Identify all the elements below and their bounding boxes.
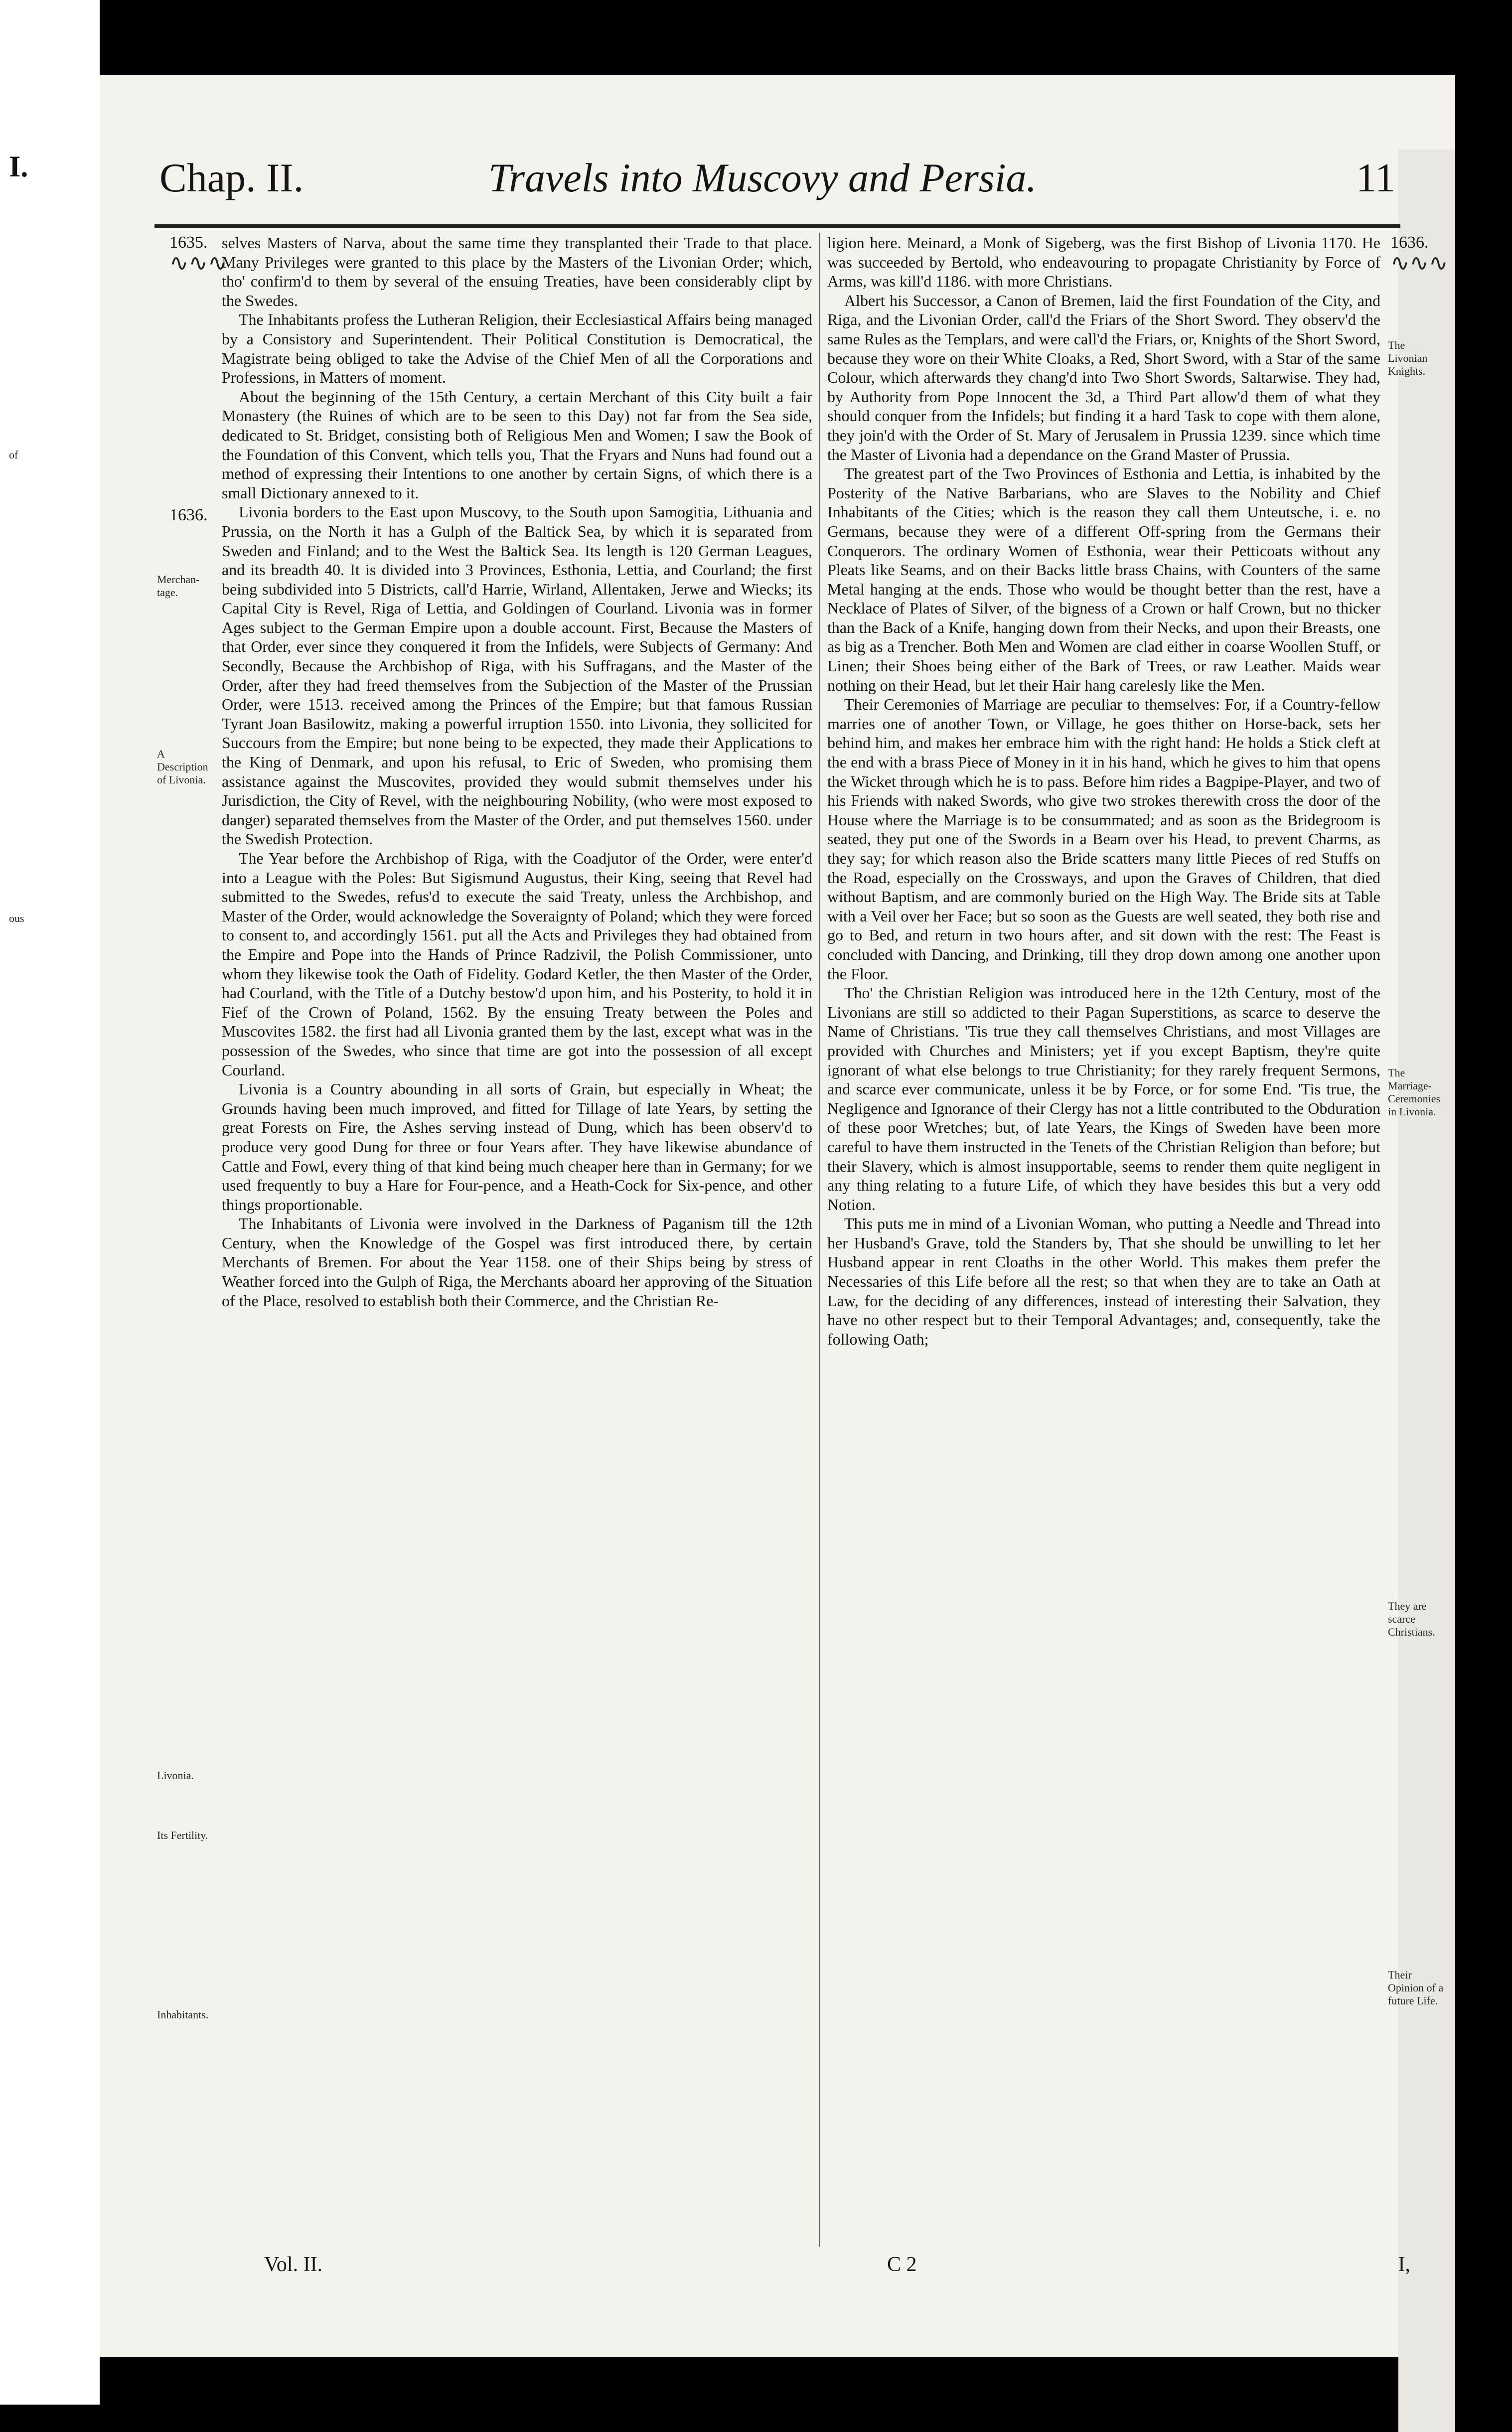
paragraph: selves Masters of Narva, about the same time they transplanted their Trade to that place. Many Privileges were granted to this place by the Masters of the Livonian Order; which, tho' confirm'd to them by several of the ensuing Treaties, have been considerably clipt by the Swedes.: [222, 234, 812, 309]
chapter-label: Chap. II.: [159, 155, 304, 200]
margin-note: Merchan- tage.: [157, 573, 200, 599]
paragraph: Livonia is a Country abounding in all sorts of Grain, but especially in Wheat; the Grounds having been much improved, and fitted for Tillage of late Years, by setting the great Forests on Fire, the Ashes serving instead of Dung, which has been observ'd to produce very good Dung for three or four Years after. They have likewise abundance of Cattle and Fowl, every thing of that kind being much cheaper here than in Germany; for we used frequently to buy a Hare for Four-pence, and a Heath-Cock for Six-pence, and other things proportionable.: [222, 1080, 812, 1214]
header-rule: [154, 224, 1400, 228]
margin-note: Its Fertility.: [157, 1829, 208, 1841]
running-header: [159, 154, 1395, 214]
paragraph: The Inhabitants of Livonia were involved in the Darkness of Paganism till the 12th Century, when the Knowledge of the Gospel was first introduced there, by certain Merchants of Bremen. For about the Year 1158. one of their Ships being by stress of Weather forced into the Gulph of Riga, the Merchants aboard her approving of the Situation of the Place, resolved to establish both their Commerce, and the Christian Re-: [222, 1215, 812, 1310]
paragraph: ligion here. Meinard, a Monk of Sigeberg, was the first Bishop of Livonia 1170. He was succeeded by Bertold, who endeavouring to propagate Christianity by Force of Arms, was kill'd 1186. with more Christians.: [827, 234, 1380, 291]
volume-label: Vol. II.: [264, 2253, 323, 2276]
facing-page-fragment: of: [9, 449, 18, 461]
margin-note: The Marriage-Ceremonies in Livonia.: [1388, 1066, 1441, 1118]
margin-note: Their Opinion of a future Life.: [1388, 1969, 1444, 2007]
paragraph: About the beginning of the 15th Century, a certain Merchant of this City built a fair Monastery (the Ruines of which are to be seen to this Day) not far from the Sea side, dedicated to St. Bridget, consisting both of Religious Men and Women; I saw the Book of the Foundation of this Convent, which tells you, That the Fryars and Nuns had found out a method of expressing their Intentions to one another by certain Signs, of which there is a small Dictionary annexed to it.: [222, 387, 812, 502]
right-text-column: [827, 233, 1380, 2247]
column-divider: [819, 233, 820, 2247]
paragraph: The greatest part of the Two Provinces of Esthonia and Lettia, is inhabited by the Posterity of the Native Barbarians, who are Slaves to the Nobility and Chief Inhabitants of the Cities; which is the reason they call them Unteutsche, i. e. no Germans, because they were of a different Off-spring from the Germans their Conquerors. The ordinary Women of Esthonia, wear their Petticoats without any Pleats like Seams, and on their Backs little brass Chains, with Counters of the same Metal hanging at the ends. Those who would be thought better than the rest, have a Necklace of Plates of Silver, of the bigness of a Crown or half Crown, but no thicker than the Back of a Knife, hanging down from their Necks, and upon their Breasts, one as big as a Trencher. Both Men and Women are clad either in coarse Woollen Stuff, or Linen; their Shoes being either of the Bark of Trees, or raw Leather. Maids wear nothing on their Head, but let their Hair hang carelesly like the Men.: [827, 464, 1380, 694]
page-footer: [264, 2253, 1410, 2287]
facing-page-fragment: ous: [9, 912, 24, 924]
paragraph: Livonia borders to the East upon Muscovy, to the South upon Samogitia, Lithuania and Prussia, on the North it has a Gulph of the Baltick Sea, by which it is separated from Sweden and Finland; and to the West the Baltick Sea. Its length is 120 German Leagues, and its breadth 40. It is divided into 3 Provinces, Esthonia, Lettia, and Courland; the first being subdivided into 5 Districts, call'd Harrie, Wirland, Allentaken, Jerwe and Wiecks; its Capital City is Revel, Riga of Lettia, and Goldingen of Courland. Livonia was in former Ages subject to the German Empire upon a double account. First, Because the Masters of that Order, ever since they conquered it from the Infidels, were Subjects of Germany: And Secondly, Because the Archbishop of Riga, with his Suffragans, and the Master of the Order, after they had freed themselves from the Subjection of the Master of the Prussian Order, were 1513. received among the Princes of the Empire; but that famous Russian Tyrant Joan Basilowitz, making a powerful irruption 1550. into Livonia, they sollicited for Succours from the Empire; but none being to be expected, they made their Applications to the King of Denmark, and upon his refusal, to Eric of Sweden, who promising them assistance against the Muscovites, provided they would submit themselves under his Jurisdiction, the City of Revel, with the neighbouring Nobility, (who were most exposed to danger) separated themselves from the Master of the Order, and put themselves 1560. under the Swedish Protection.: [222, 503, 812, 848]
paragraph: Their Ceremonies of Marriage are peculiar to themselves: For, if a Country-fellow marries one of another Town, or Village, he goes thither on Horse-back, sets her behind him, and makes her embrace him with the right hand: He holds a Stick cleft at the end with a brass Piece of Money in it in his hand, which he gives to him that opens the Wicket through which he is to pass. Before him rides a Bagpipe-Player, and two of his Friends with naked Swords, who give two strokes therewith cross the door of the House where the Marriage is to be consummated; and as soon as the Bridegroom is seated, they put one of the Swords in a Beam over his Head, to prevent Charms, as they say; for which reason also the Bride scatters many little Pieces of red Stuffs on the Road, especially on the Crossways, and upon the Graves of Children, that died without Baptism, and are commonly buried on the High Way. The Bride sits at Table with a Veil over her Face; but so soon as the Guests are well seated, they both rise and go to Bed, and return in two hours after, and sit down with the rest: The Feast is concluded with Dancing, and Drinking, till they drop down among one another upon the Floor.: [827, 695, 1380, 983]
paragraph: This puts me in mind of a Livonian Woman, who putting a Needle and Thread into her Husband's Grave, told the Standers by, That she should be unwilling to let her Husband appear in rent Cloaths in the other World. This makes them prefer the Necessaries of this Life before all the rest; so that when they are to take an Oath at Law, for the deciding of any differences, instead of interesting their Salvation, they have no other respect but to their Temporal Advantages; and, consequently, take the following Oath;: [827, 1215, 1380, 1348]
left-text-column: [222, 233, 812, 2247]
running-title: Travels into Muscovy and Persia.: [488, 155, 1037, 200]
margin-note: Livonia.: [157, 1769, 194, 1782]
year-marker: 1635.: [169, 233, 208, 252]
paragraph: Tho' the Christian Religion was introduced here in the 12th Century, most of the Livonians are still so addicted to their Pagan Superstitions, as scarce to deserve the Name of Christians. 'Tis true they call themselves Christians, and most Villages are provided with Churches and Ministers; yet if you except Baptism, they're quite ignorant of what else belongs to true Christianity; for they rarely frequent Sermons, and scarce ever communicate, unless it be by Force, or for some End. 'Tis true, the Negligence and Ignorance of their Clergy has not a little contributed to the Obduration of these poor Wretches; but, of late Years, the Kings of Sweden have been more careful to have them instructed in the Tenets of the Christian Religion than before; but their Slavery, which is almost insupportable, seems to render them quite negligent in any thing relating to a future Life, of which they have besides this but a very odd Notion.: [827, 984, 1380, 1214]
book-page: [100, 75, 1455, 2357]
paragraph: The Year before the Archbishop of Riga, with the Coadjutor of the Order, were enter'd into a League with the Poles: But Sigismund Augustus, their King, seeing that Revel had submitted to the Swedes, refus'd to execute the said Treaty, unless the Archbishop, and Master of the Order, would acknowledge the Soveraignty of Poland; which they were forced to consent to, and accordingly 1561. put all the Acts and Privileges they had obtained from the Empire and Pope into the Hands of Prince Radzivil, the Polish Commissioner, unto whom they likewise took the Oath of Fidelity. Godard Ketler, the then Master of the Order, had Courland, with the Title of a Dutchy bestow'd upon him, and his Posterity, to hold it in Fief of the Crown of Poland, 1562. By the ensuing Treaty between the Poles and Muscovites 1582. the first had all Livonia granted them by the last, except what was in the possession of the Swedes, who since that time are got into the possession of all except Courland.: [222, 849, 812, 1079]
margin-note: They are scarce Christians.: [1388, 1600, 1435, 1638]
left-page-edge: [0, 0, 100, 2405]
year-marker: 1636.: [1390, 233, 1429, 252]
page-number: 11: [1356, 155, 1395, 200]
paragraph: Albert his Successor, a Canon of Bremen, laid the first Foundation of the City, and Riga, and the Livonian Order, call'd the Friars of the Short Sword. They observ'd the same Rules as the Templars, and were call'd the Friars, or, Knights of the Short Sword, because they wore on their White Cloaks, a Red, Short Sword, with a Star of the same Colour, which afterwards they chang'd into Two Short Swords, Saltarwise. They had, by Authority from Pope Innocent the 3d, a Third Part allow'd them of what they should conquer from the Infidels; but finding it a hard Task to cope with them alone, they join'd with the Order of St. Mary of Jerusalem in Prussia 1239. since which time the Master of Livonia had a dependance on the Grand Master of Prussia.: [827, 291, 1380, 463]
margin-note: Inhabitants.: [157, 2008, 209, 2021]
signature-mark: C 2: [887, 2253, 917, 2276]
margin-note: The Livonian Knights.: [1388, 339, 1428, 377]
flourish-ornament: ∿∿∿: [169, 250, 227, 276]
catchword: I,: [1398, 2253, 1410, 2276]
facing-page-mark: I.: [9, 150, 28, 183]
margin-note: A Description of Livonia.: [157, 748, 208, 786]
right-page-edge: [1398, 150, 1455, 2432]
flourish-ornament: ∿∿∿: [1390, 250, 1448, 276]
year-marker: 1636.: [169, 506, 208, 524]
paragraph: The Inhabitants profess the Lutheran Religion, their Ecclesiastical Affairs being managed by a Consistory and Superintendent. Their Political Constitution is Democratical, the Magistrate being obliged to take the Advise of the Chief Men of all the Corporations and Professions, in Matters of moment.: [222, 310, 812, 387]
